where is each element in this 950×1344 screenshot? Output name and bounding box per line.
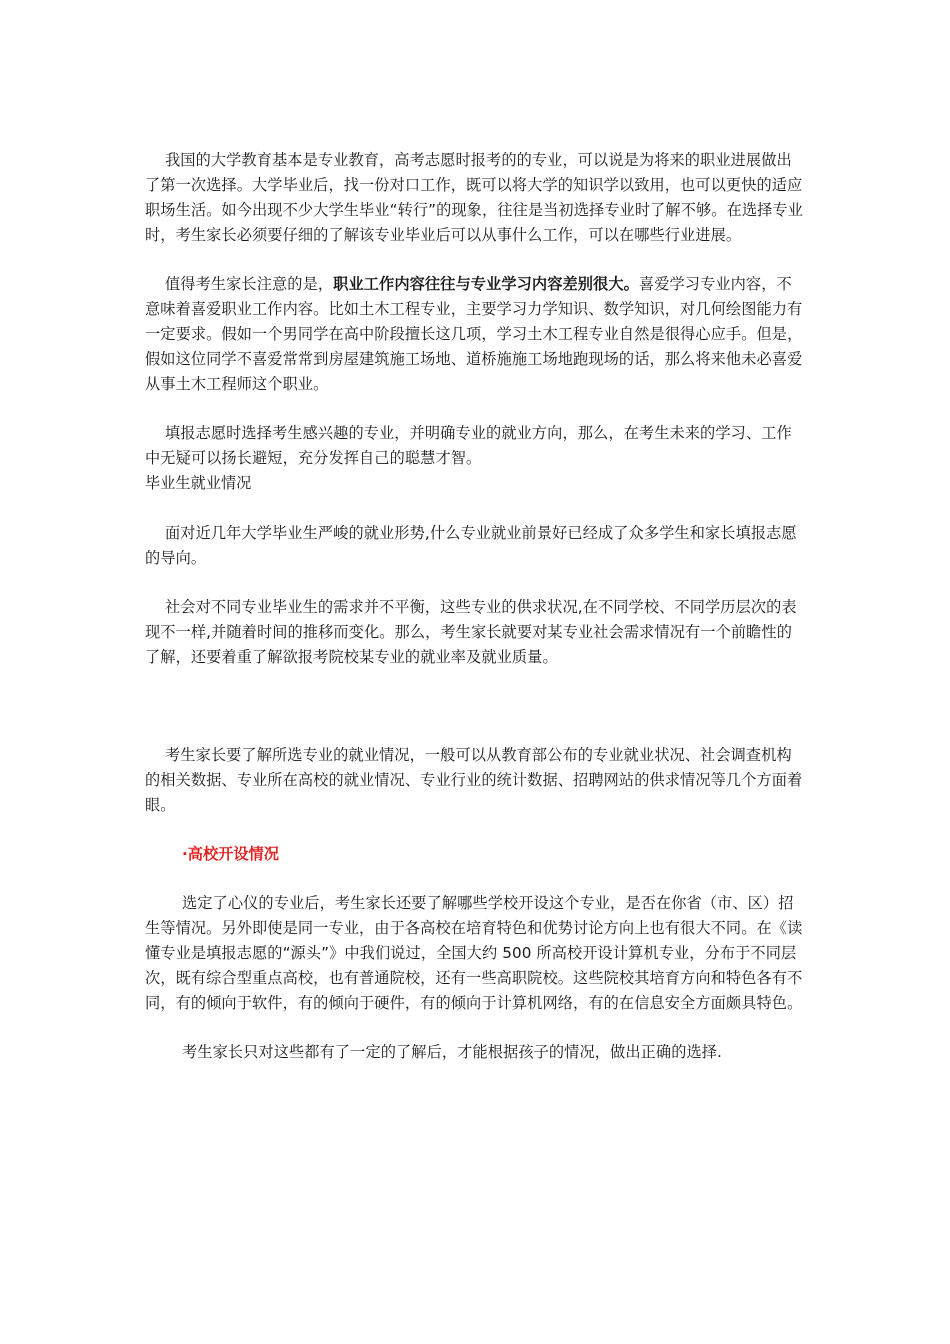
paragraph-interest: 填报志愿时选择考生感兴趣的专业，并明确专业的就业方向，那么，在考生未来的学习、工作中无疑可以扬长避短，充分发挥自己的聪慧才智。 [145, 424, 792, 467]
paragraph-employment-sources: 考生家长要了解所选专业的就业情况，一般可以从教育部公布的专业就业状况、社会调查机构的相关数据、专业所在高校的就业情况、专业行业的统计数据、招聘网站的供求情况等几个方面着眼。 [145, 746, 803, 814]
paragraph-conclusion: 考生家长只对这些都有了一定的了解后，才能根据孩子的情况，做出正确的选择. [182, 1043, 722, 1061]
paragraph-text: 喜爱学习专业内容，不意味着喜爱职业工作内容。比如土木工程专业，主要学习力学知识、数学知识，对几何绘图能力有一定要求。假如一个男同学在高中阶段擅长这几项，学习土木工程专业自然是很得心应手。但是，假如这位同学不喜爱常常到房屋建筑施工场地、道桥施施工场地跑现场的话，那么将来他未必喜爱从事土木工程师这个职业。 [145, 275, 803, 393]
paragraph-social-demand: 社会对不同专业毕业生的需求并不平衡，这些专业的供求状况,在不同学校、不同学历层次的表现不一样,并随着时间的推移而变化。那么，考生家长就要对某专业社会需求情况有一个前瞻性的了解，还要着重了解欲报考院校某专业的就业率及就业质量。 [145, 598, 797, 666]
red-heading: ·高校开设情况 [182, 845, 279, 863]
paragraph-school-offerings: 选定了心仪的专业后，考生家长还要了解哪些学校开设这个专业，是否在你省（市、区）招生等情况。另外即使是同一专业，由于各高校在培育特色和优势讨论方向上也有很大不同。在《读懂专业是填报志愿的“源头”》中我们说过，全国大约 500 所高校开设计算机专业，分布于不同层次，既有综合型重点高校，也有普通院校，还有一些高职院校。这些院校其培育方向和特色各有不同，有的倾向于软件，有的倾向于硬件，有的倾向于计算机网络，有的在信息安全方面颇具特色。 [145, 894, 803, 1012]
paragraph-employment-trend: 面对近几年大学毕业生严峻的就业形势,什么专业就业前景好已经成了众多学生和家长填报志愿的导向。 [145, 524, 797, 567]
paragraph-major-choice: 我国的大学教育基本是专业教育，高考志愿时报考的的专业，可以说是为将来的职业进展做出了第一次选择。大学毕业后，找一份对口工作，既可以将大学的知识学以致用，也可以更快的适应职场生活。如今出现不少大学生毕业“转行”的现象，往往是当初选择专业时了解不够。在选择专业时，考生家长必须要仔细的了解该专业毕业后可以从事什么工作，可以在哪些行业进展。 [145, 151, 804, 244]
emphasis-text: 职业工作内容往往与专业学习内容差别很大。 [333, 275, 639, 293]
document-page [145, 148, 805, 1065]
paragraph-text: 值得考生家长注意的是， [165, 275, 334, 293]
section-title: 毕业生就业情况 [145, 474, 252, 492]
paragraph-work-vs-study [145, 272, 805, 397]
